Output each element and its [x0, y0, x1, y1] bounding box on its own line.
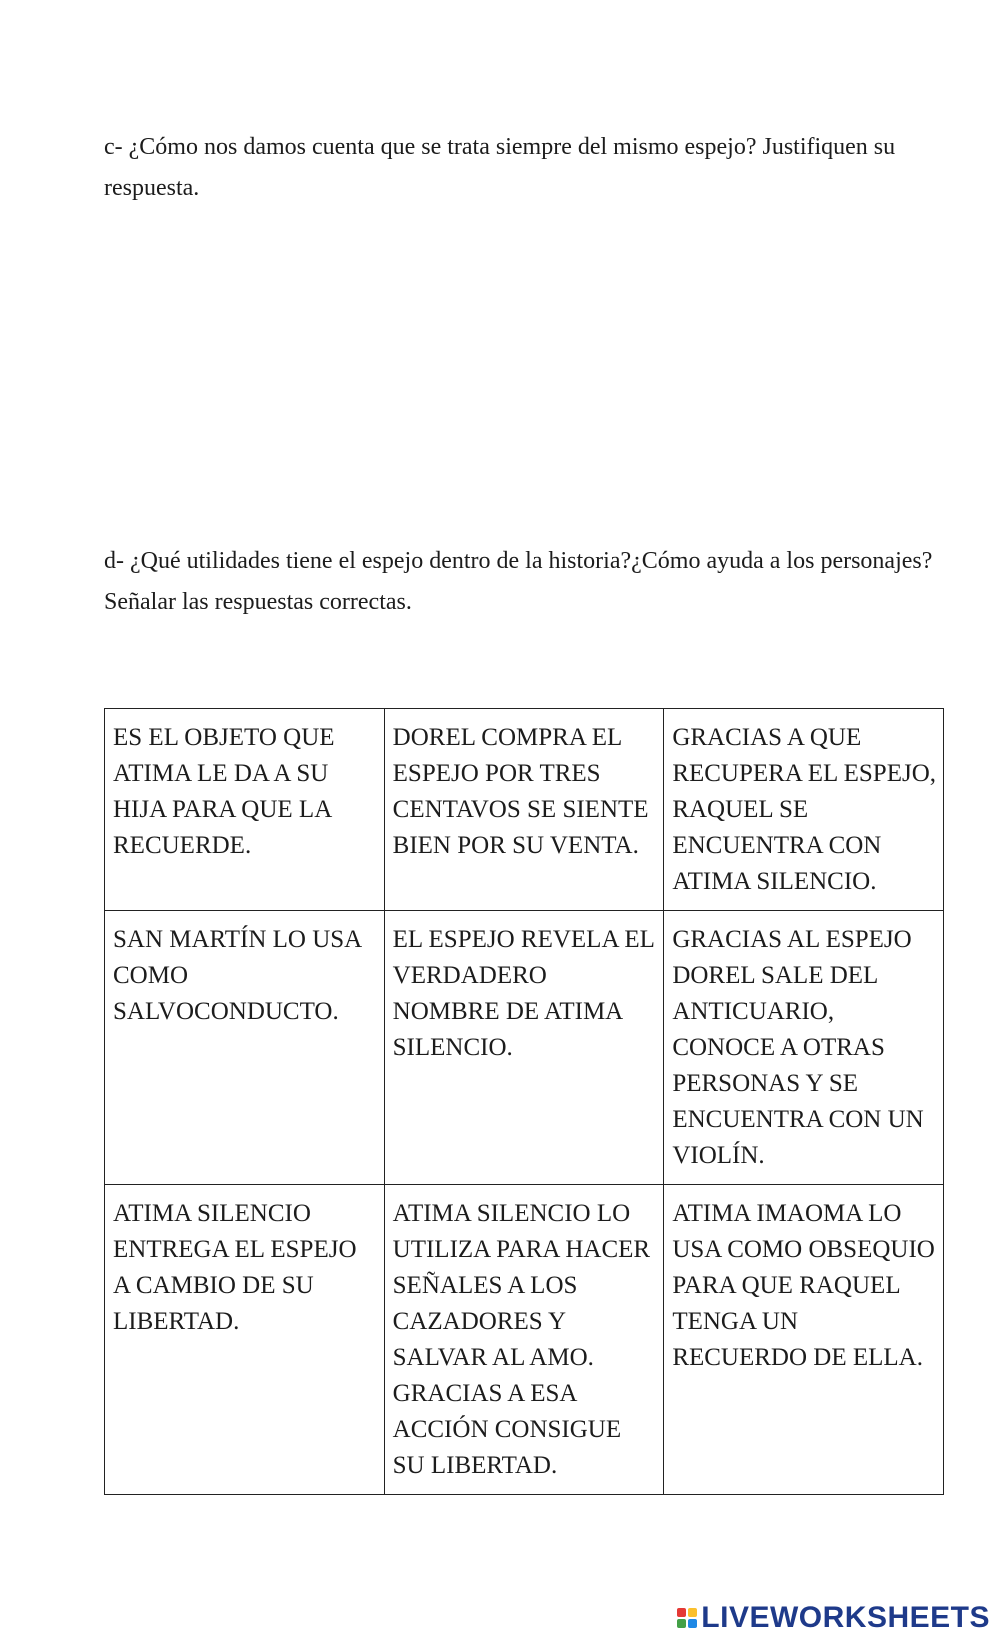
- table-row: [105, 709, 944, 911]
- liveworksheets-logo-icon: [677, 1608, 697, 1628]
- brand-text: LIVEWORKSHEETS: [701, 1601, 990, 1634]
- logo-square: [688, 1608, 697, 1617]
- option-cell[interactable]: DOREL COMPRA EL ESPEJO POR TRES CENTAVOS SE SIENTE BIEN POR SU VENTA.: [384, 709, 664, 911]
- option-cell[interactable]: EL ESPEJO REVELA EL VERDADERO NOMBRE DE ATIMA SILENCIO.: [384, 911, 664, 1185]
- logo-square: [677, 1608, 686, 1617]
- logo-square: [688, 1619, 697, 1628]
- option-cell[interactable]: GRACIAS A QUE RECUPERA EL ESPEJO, RAQUEL SE ENCUENTRA CON ATIMA SILENCIO.: [664, 709, 944, 911]
- question-d: d- ¿Qué utilidades tiene el espejo dentro de la historia?¿Cómo ayuda a los personajes? Señalar las respuestas correctas.: [104, 548, 933, 615]
- table-row: [105, 1185, 944, 1495]
- answer-options-table: [104, 708, 944, 1495]
- option-cell[interactable]: ATIMA SILENCIO ENTREGA EL ESPEJO A CAMBIO DE SU LIBERTAD.: [105, 1185, 385, 1495]
- question-c: c- ¿Cómo nos damos cuenta que se trata siempre del mismo espejo? Justifiquen su respuesta.: [104, 134, 896, 201]
- option-cell[interactable]: ES EL OBJETO QUE ATIMA LE DA A SU HIJA PARA QUE LA RECUERDE.: [105, 709, 385, 911]
- option-cell[interactable]: GRACIAS AL ESPEJO DOREL SALE DEL ANTICUARIO, CONOCE A OTRAS PERSONAS Y SE ENCUENTRA CON UN VIOLÍN.: [664, 911, 944, 1185]
- option-cell[interactable]: SAN MARTÍN LO USA COMO SALVOCONDUCTO.: [105, 911, 385, 1185]
- option-cell[interactable]: ATIMA IMAOMA LO USA COMO OBSEQUIO PARA QUE RAQUEL TENGA UN RECUERDO DE ELLA.: [664, 1185, 944, 1495]
- table-row: [105, 911, 944, 1185]
- option-cell[interactable]: ATIMA SILENCIO LO UTILIZA PARA HACER SEÑALES A LOS CAZADORES Y SALVAR AL AMO. GRACIAS A ESA ACCIÓN CONSIGUE SU LIBERTAD.: [384, 1185, 664, 1495]
- liveworksheets-watermark: [677, 1601, 990, 1635]
- logo-square: [677, 1619, 686, 1628]
